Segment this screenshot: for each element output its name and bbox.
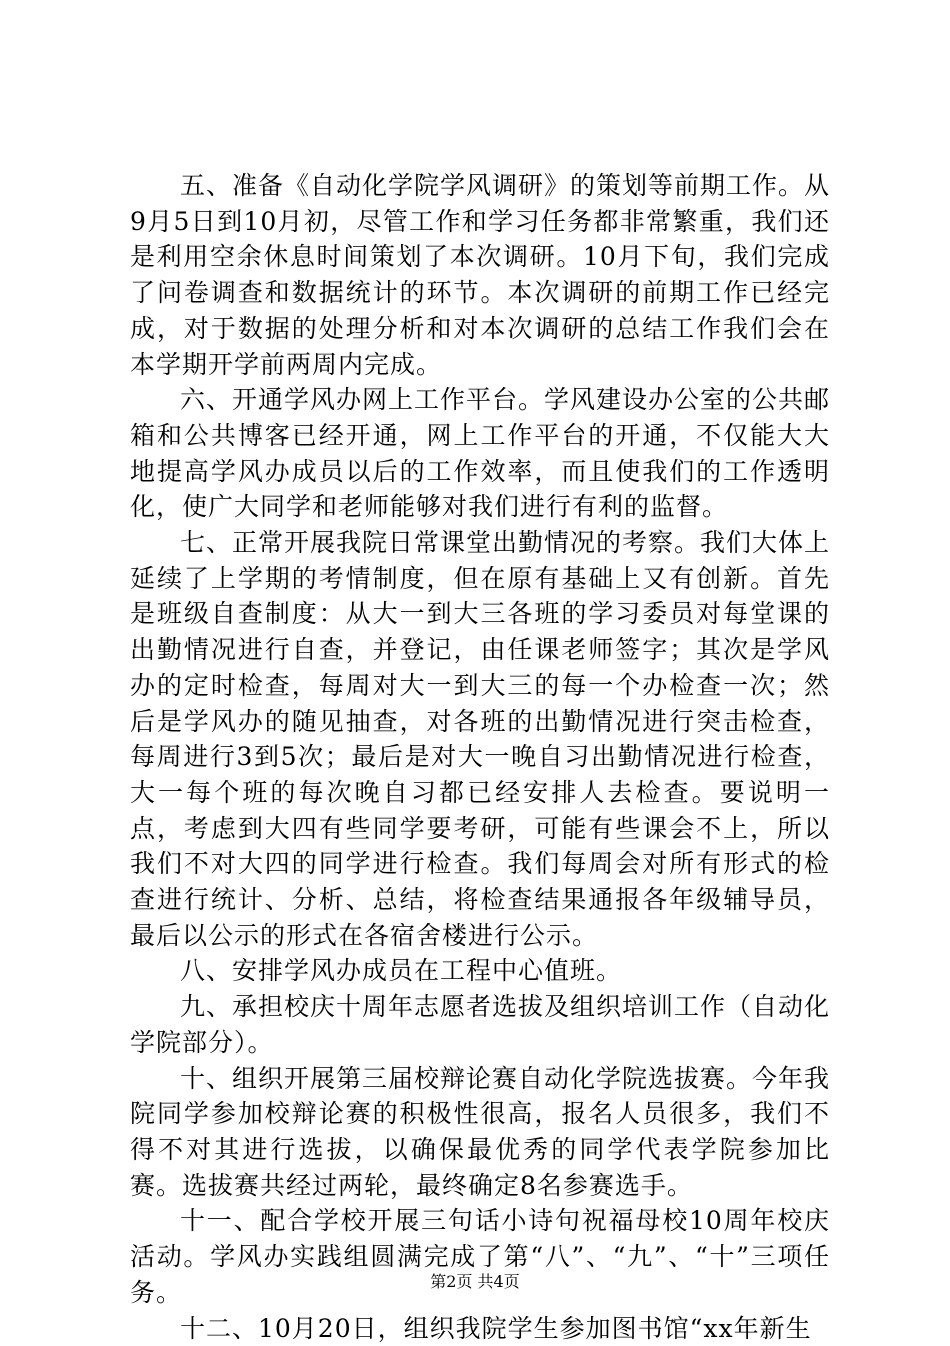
paragraph-7: 七、正常开展我院日常课堂出勤情况的考察。我们大体上延续了上学期的考情制度，但在原有基础上又有创新。首先是班级自查制度：从大一到大三各班的学习委员对每堂课的出勤情况进行自查，并登记，由任课老师签字；其次是学风办的定时检查，每周对大一到大三的每一个办检查一次；然后是学风办的随见抽查，对各班的出勤情况进行突击检查，每周进行3到5次；最后是对大一晚自习出勤情况进行检查，大一每个班的每次晚自习都已经安排人去检查。要说明一点，考虑到大四有些同学要考研，可能有些课会不上，所以我们不对大四的同学进行检查。我们每周会对所有形式的检查进行统计、分析、总结，将检查结果通报各年级辅导员，最后以公示的形式在各宿舍楼进行公示。	[130, 525, 830, 953]
paragraph-6: 六、开通学风办网上工作平台。学风建设办公室的公共邮箱和公共博客已经开通，网上工作平台的开通，不仅能大大地提高学风办成员以后的工作效率，而且使我们的工作透明化，使广大同学和老师能够对我们进行有利的监督。	[130, 382, 830, 525]
document-body	[130, 168, 830, 1346]
paragraph-8: 八、安排学风办成员在工程中心值班。	[130, 953, 830, 989]
paragraph-12: 十二、10月20日，组织我院学生参加图书馆“xx年新生	[130, 1311, 830, 1346]
paragraph-9: 九、承担校庆十周年志愿者选拔及组织培训工作（自动化学院部分）。	[130, 989, 830, 1060]
page-number-footer: 第2页 共4页	[0, 1272, 950, 1292]
paragraph-11: 十一、配合学校开展三句话小诗句祝福母校10周年校庆活动。学风办实践组圆满完成了第“八”、“九”、“十”三项任务。	[130, 1203, 830, 1310]
paragraph-10: 十、组织开展第三届校辩论赛自动化学院选拔赛。今年我院同学参加校辩论赛的积极性很高，报名人员很多，我们不得不对其进行选拔，以确保最优秀的同学代表学院参加比赛。选拔赛共经过两轮，最终确定8名参赛选手。	[130, 1061, 830, 1204]
paragraph-5: 五、准备《自动化学院学风调研》的策划等前期工作。从9月5日到10月初，尽管工作和学习任务都非常繁重，我们还是利用空余休息时间策划了本次调研。10月下旬，我们完成了问卷调查和数据统计的环节。本次调研的前期工作已经完成，对于数据的处理分析和对本次调研的总结工作我们会在本学期开学前两周内完成。	[130, 168, 830, 382]
